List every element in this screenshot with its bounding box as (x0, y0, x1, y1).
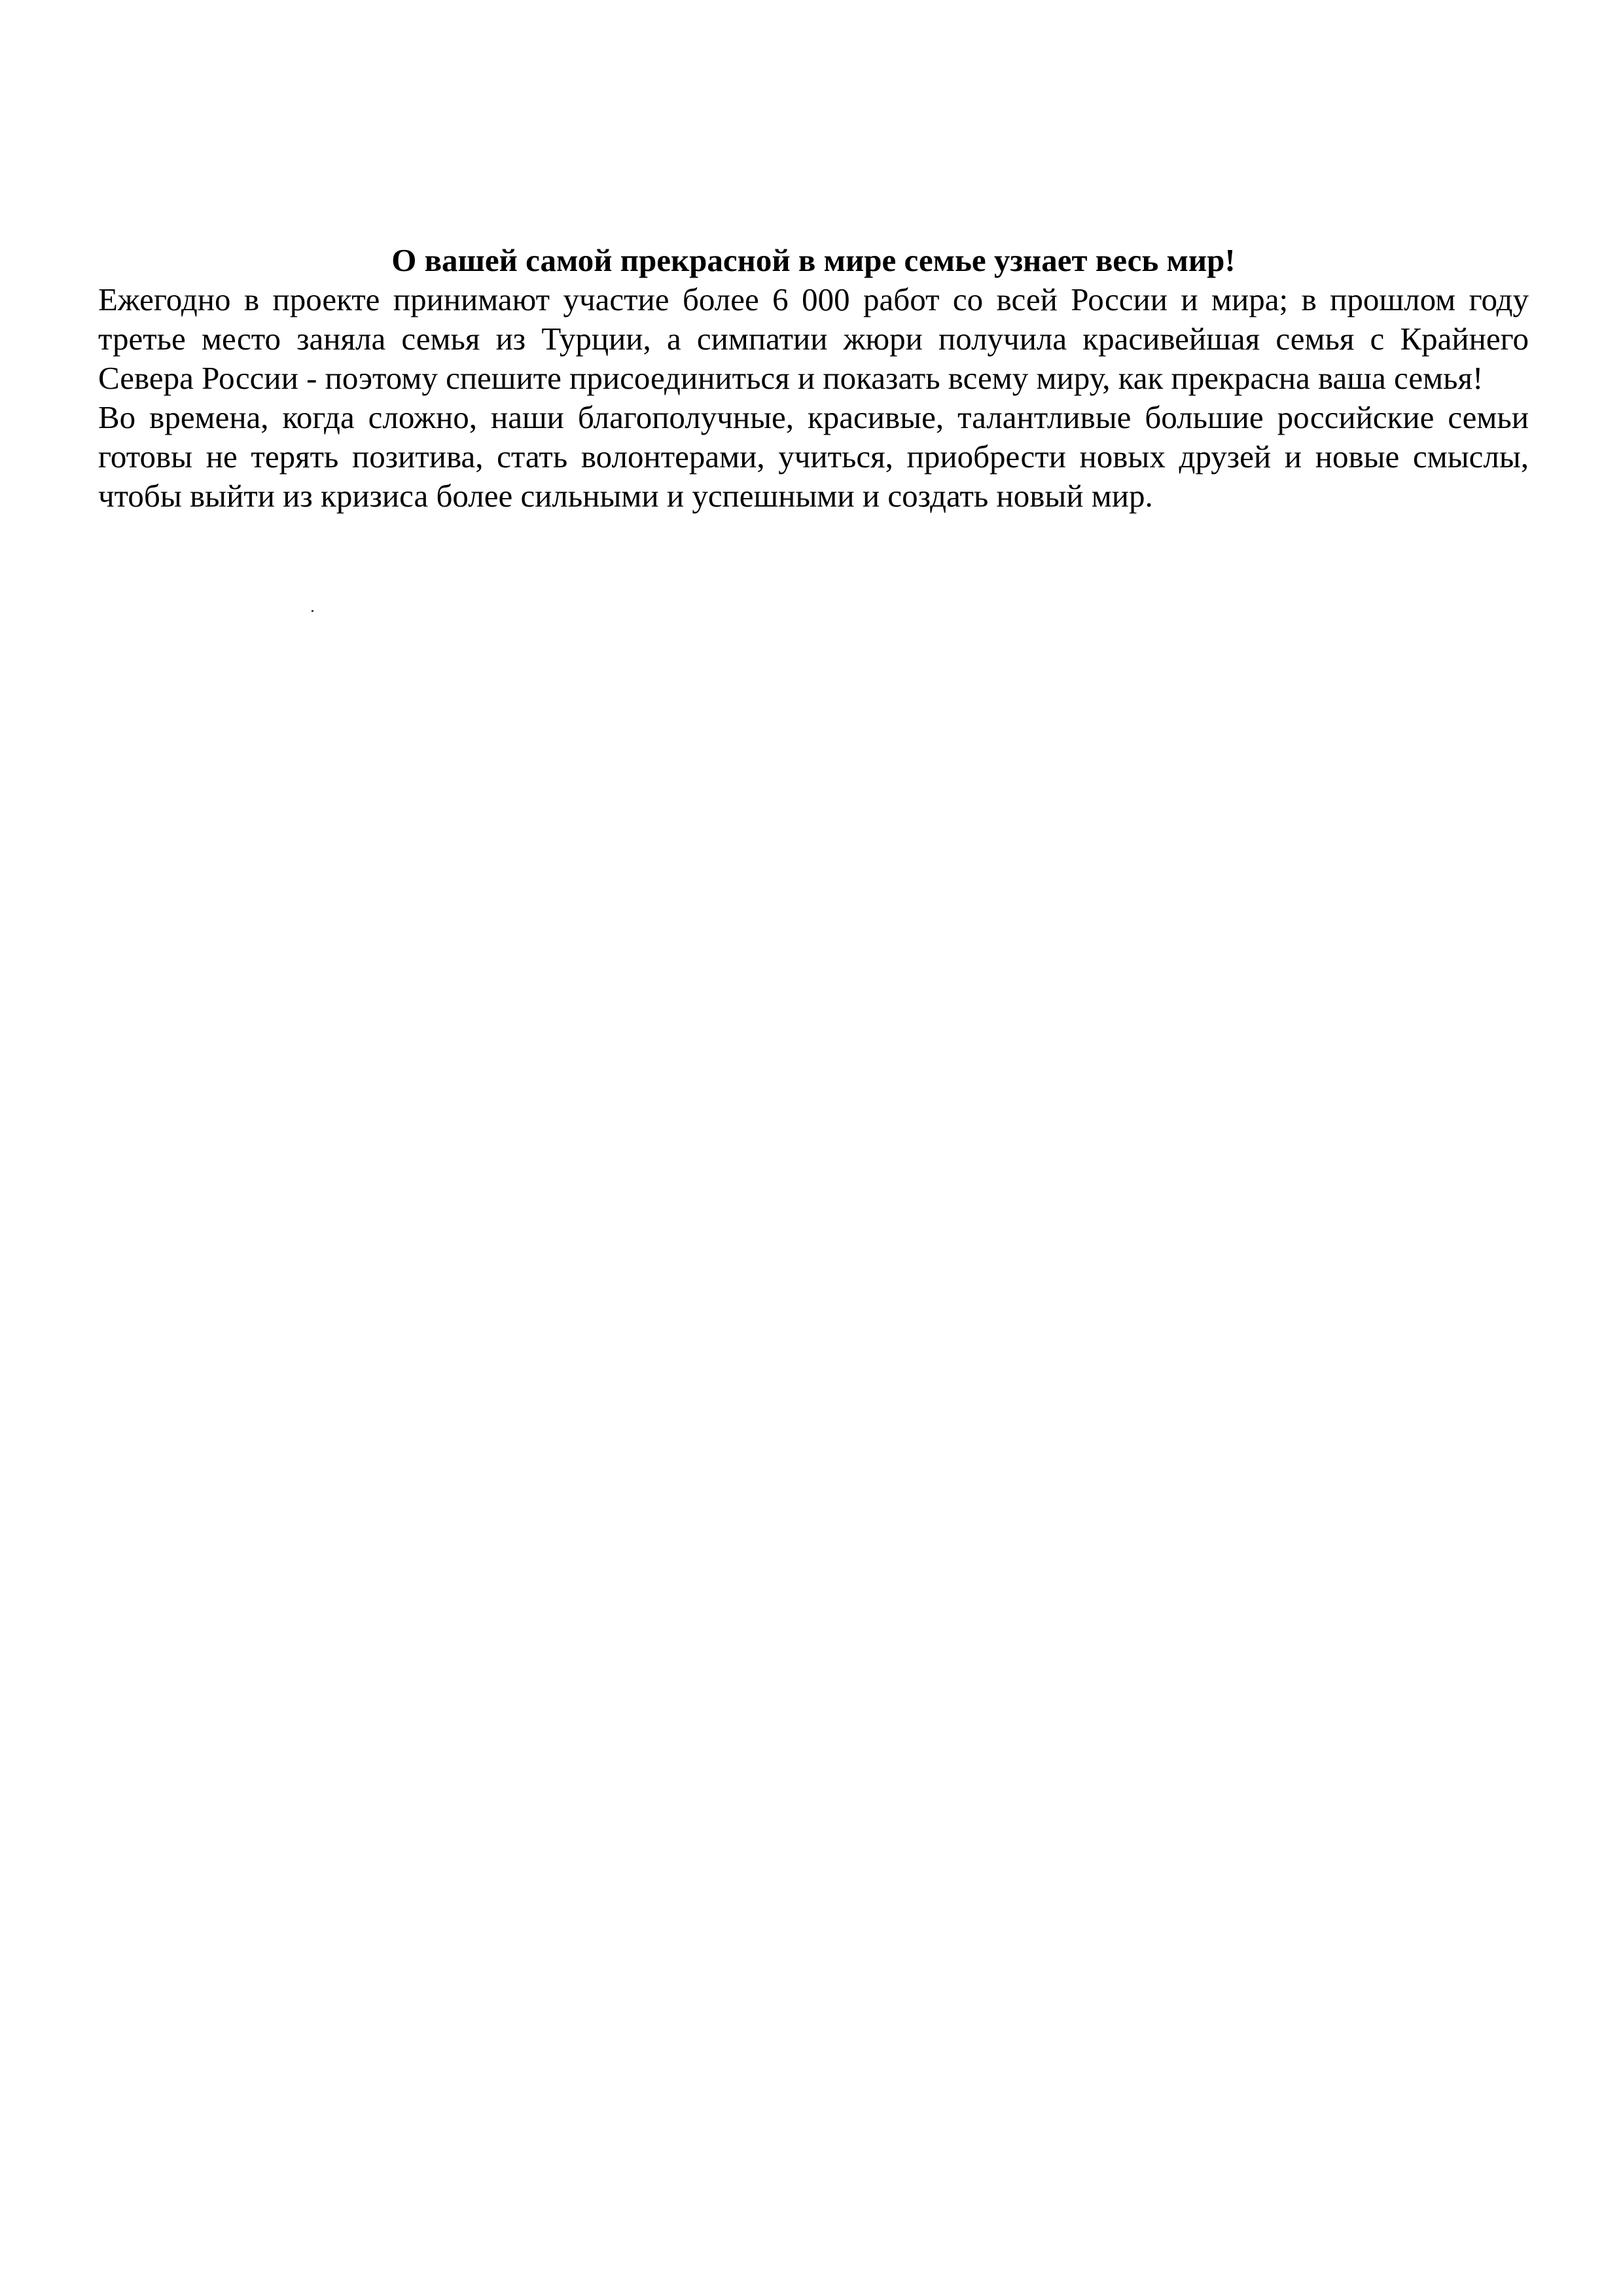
paragraph-line: третье место заняла семья из Турции, а симпатии жюри получила красивейшая семья с Крайнего (98, 321, 1529, 357)
paragraph-line: готовы не терять позитива, стать волонтерами, учиться, приобрести новых друзей и новые смыслы, (98, 439, 1529, 475)
scan-speck (312, 610, 313, 612)
paragraph-project-participation (98, 280, 1529, 398)
paragraph-line: Севера России - поэтому спешите присоединиться и показать всему миру, как прекрасна ваша семья! (98, 360, 1484, 396)
paragraph-line: чтобы выйти из кризиса более сильными и успешными и создать новый мир. (98, 478, 1153, 514)
document-heading: О вашей самой прекрасной в мире семье узнает весь мир! (391, 242, 1236, 278)
paragraph-families-in-hard-times (98, 398, 1529, 516)
paragraph-line: Ежегодно в проекте принимают участие более 6 000 работ со всей России и мира; в прошлом году (98, 281, 1529, 317)
document-body (98, 241, 1529, 516)
paragraph-line: Во времена, когда сложно, наши благополучные, красивые, талантливые большие российские семьи (98, 399, 1529, 435)
